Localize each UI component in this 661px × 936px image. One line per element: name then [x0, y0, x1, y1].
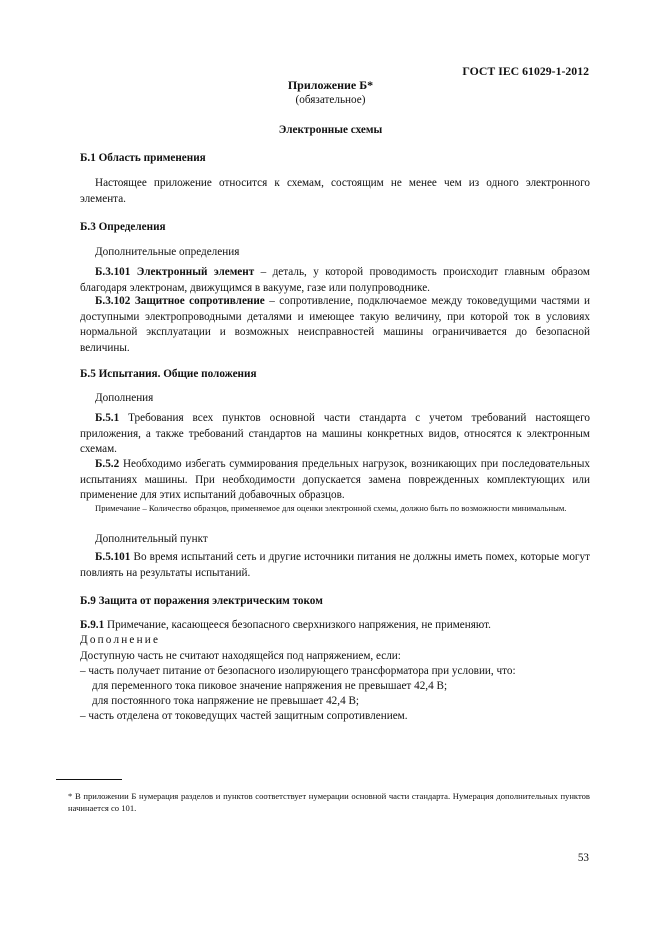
definition-b3-101-text: – деталь, у которой проводимость происходит главным образом благодаря электронам, движущимся в вакууме, газе или полупроводнике. [80, 266, 590, 294]
section-b9-line2: – часть получает питание от безопасного изолирующего трансформатора при условии, что: [80, 665, 516, 677]
appendix-status: (обязательное) [295, 94, 366, 106]
definition-b3-102-text: – сопротивление, подключаемое между токоведущими частями и доступными электропроводными деталями и имеющее такую величину, при которой ток в условиях нормальной эксплуатации и возможных неисправностей машины ограничивается до безопасной величины. [80, 295, 590, 354]
section-b9-heading: Б.9 Защита от поражения электрическим током [80, 595, 323, 607]
clause-b9-1 [80, 618, 590, 634]
section-b3-intro: Дополнительные определения [95, 246, 240, 258]
clause-b5-1 [80, 411, 590, 458]
appendix-title: Приложение Б* [287, 78, 374, 92]
section-b9-line4: для постоянного тока напряжение не превышает 42,4 В; [92, 695, 360, 707]
section-b9-addition: Дополнение [80, 634, 161, 646]
footnote: * В приложении Б нумерация разделов и пунктов соответствует нумерации основной части стандарта. Нумерация дополнительных пунктов начинается со 101. [68, 791, 590, 813]
clause-b5-101 [80, 550, 590, 581]
clause-b5-1-num: Б.5.1 [95, 412, 120, 424]
clause-b9-1-text: Примечание, касающееся безопасного сверхнизкого напряжения, не применяют. [104, 619, 491, 631]
definition-b3-102 [80, 294, 590, 356]
definition-b3-102-term: Б.3.102 Защитное сопротивление [95, 295, 265, 307]
section-b1-heading: Б.1 Область применения [80, 152, 206, 164]
clause-b5-101-text: Во время испытаний сеть и другие источники питания не должны иметь помех, которые могут повлиять на результаты испытаний. [80, 551, 590, 579]
clause-b5-101-num: Б.5.101 [95, 551, 131, 563]
clause-b5-2 [80, 457, 590, 504]
definition-b3-101-term: Б.3.101 Электронный элемент [95, 266, 255, 278]
clause-b5-2-num: Б.5.2 [95, 458, 120, 470]
page-number: 53 [577, 852, 589, 864]
section-b9-line1: Доступную часть не считают находящейся под напряжением, если: [80, 650, 401, 662]
section-b5-intro: Дополнения [95, 392, 154, 404]
section-b9-line5: – часть отделена от токоведущих частей защитным сопротивлением. [80, 710, 408, 722]
section-b9-line3: для переменного тока пиковое значение напряжения не превышает 42,4 В; [92, 680, 448, 692]
section-b1-text: Настоящее приложение относится к схемам, состоящим не менее чем из одного электронного элемента. [80, 177, 590, 205]
definition-b3-101 [80, 265, 590, 296]
appendix-subject: Электронные схемы [278, 124, 383, 136]
clause-b5-2-text: Необходимо избегать суммирования предельных нагрузок, возникающих при последовательных испытаниях машины. При необходимости допускается замена поврежденных комплектующих или применение для этих испытаний добавочных образцов. [80, 458, 590, 501]
section-b5-extra: Дополнительный пункт [95, 533, 208, 545]
footnote-divider [56, 779, 122, 780]
section-b3-heading: Б.3 Определения [80, 221, 166, 233]
section-b5-note: Примечание – Количество образцов, применяемое для оценки электронной схемы, должно быть по возможности минимальным. [95, 503, 567, 513]
section-b5-heading: Б.5 Испытания. Общие положения [80, 368, 257, 380]
standard-header: ГОСТ IEC 61029-1-2012 [462, 64, 589, 78]
clause-b5-1-text: Требования всех пунктов основной части стандарта с учетом требований настоящего приложения, а также требований стандартов на машины конкретных видов, относятся к электронным схемам. [80, 412, 590, 455]
clause-b9-1-num: Б.9.1 [80, 619, 105, 631]
